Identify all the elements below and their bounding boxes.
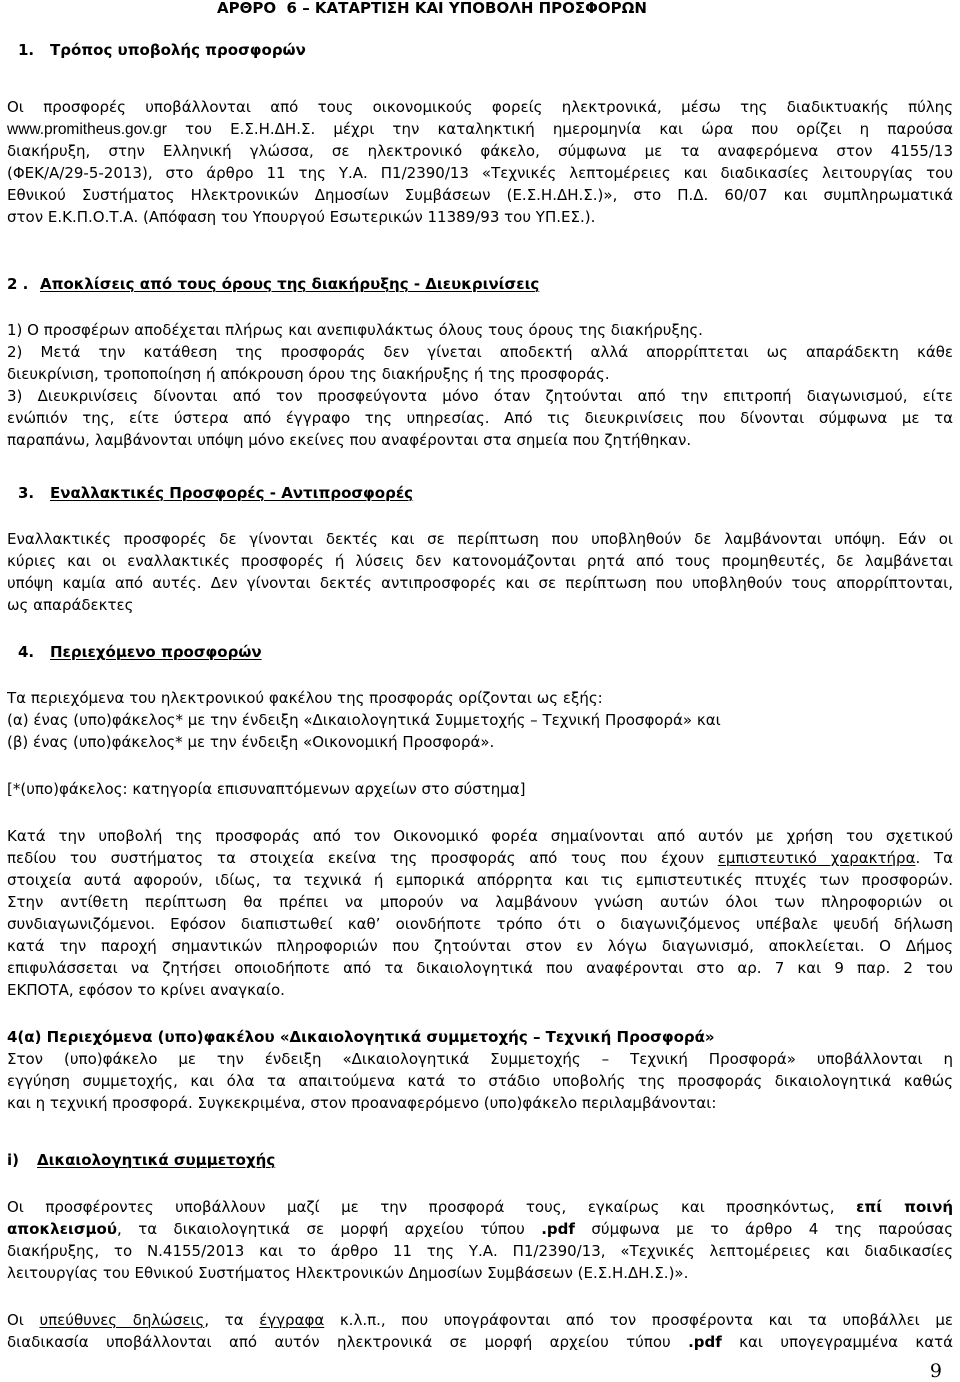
text-segment: Οι [7,1311,40,1329]
section-title: Αποκλίσεις από τους όρους της διακήρυξης - Διευκρινίσεις [40,275,540,293]
section-2-header [7,273,953,295]
paragraph-line: Εναλλακτικές προσφορές δε γίνονται δεκτές και σε περίπτωση που υποβληθούν δε λαμβάνονται υπόψη. Εάν οι [7,530,953,548]
subsection-i-header [7,1149,953,1171]
underlined-text: εμπιστευτικό χαρακτήρα [717,849,916,867]
paragraph-line: στον Ε.Κ.Π.Ο.Τ.Α. (Απόφαση του Υπουργού Εσωτερικών 11389/93 του ΥΠ.ΕΣ.). [7,208,596,226]
list-item-line: παραπάνω, λαμβάνονται υπόψη μόνο εκείνες που αναφέρονται στα σημεία που ζητήθηκαν. [7,431,692,449]
section-heading [7,39,953,61]
bold-text: .pdf [688,1333,722,1351]
paragraph-line: συνδιαγωνιζόμενοι. Εφόσον διαπιστωθεί καθ’ οιονδήποτε τρόπο ότι ο διαγωνιζόμενος υπέβαλε ψευδή δήλωση [7,915,953,933]
paragraph-line: επιφυλάσσεται να ζητήσει οποιοδήποτε από τα δικαιολογητικά που αναφέρονται στο αρ. 7 και 9 παρ. 2 του [7,959,953,977]
website-url: www.promitheus.gov.gr [7,121,167,138]
section-number: 2 . [7,275,29,293]
text-segment: σύμφωνα με το άρθρο 4 της παρούσας [574,1220,953,1238]
subsection-i-paragraph-2 [7,1309,953,1353]
paragraph-line: κύριες και οι εναλλακτικές προσφορές ή λύσεις δεν κατονομάζονται ρητά από τους προμηθευτές, δε λαμβάνεται [7,552,953,570]
paragraph-line: διακήρυξης, το Ν.4155/2013 και το άρθρο 11 της Υ.Α. Π1/2390/13, «Τεχνικές λεπτομέρειες και διαδικασίες [7,1242,953,1260]
text-segment: Οι προσφέροντες υποβάλλουν μαζί με την προσφορά τους, εγκαίρως και προσηκόντως, [7,1198,857,1216]
paragraph-line: στοιχεία αυτά αφορούν, ιδίως, τα τεχνικά ή εμπορικά απόρρητα και τις εμπιστευτικές πτυχές των προσφορών. [7,871,953,889]
section-heading [7,273,953,295]
underlined-text: υπεύθυνες δηλώσεις [39,1311,205,1329]
subsection-title: Δικαιολογητικά συμμετοχής [37,1151,276,1169]
footnote-line: [*(υπο)φάκελος: κατηγορία επισυναπτόμενων αρχείων στο σύστημα] [7,780,526,798]
paragraph-line [7,1331,953,1353]
paragraph-line: Οι προσφορές υποβάλλονται από τους οικονομικούς φορείς ηλεκτρονικά, μέσω της διαδικτυακής πύλης [7,98,953,116]
paragraph-line: λειτουργίας του Εθνικού Συστήματος Ηλεκτρονικών Δημοσίων Συμβάσεων (Ε.Σ.Η.ΔΗ.Σ.)». [7,1264,689,1282]
paragraph-line: (ΦΕΚ/Α/29-5-2013), στο άρθρο 11 της Υ.Α. Π1/2390/13 «Τεχνικές λεπτομέρειες και διαδικασίες λειτουργίας του [7,164,953,182]
section-heading [7,482,953,504]
paragraph-line: ΕΚΠΟΤΑ, εφόσον το κρίνει αναγκαίο. [7,981,285,999]
section-title: Εναλλακτικές Προσφορές - Αντιπροσφορές [50,484,414,502]
bold-text: αποκλεισμού [7,1220,117,1238]
article-header [7,0,953,16]
section-1-paragraph [7,96,953,228]
section-3-header [7,482,953,504]
paragraph-line: Κατά την υποβολή της προσφοράς από τον Οικονομικό φορέα σημαίνονται από αυτόν με χρήση του σχετικού [7,827,953,845]
bold-text: επί ποινή [856,1198,953,1216]
section-4-note [7,778,953,800]
paragraph-line [7,1309,953,1331]
paragraph-line: υπόψη καμία από αυτές. Δεν γίνονται δεκτές αντιπροσφορές και σε περίπτωση που υποβληθούν τους απορρίπτονται, [7,574,953,592]
text-segment: και υπογεγραμμένα κατά [721,1333,953,1351]
subsection-number: i) [7,1151,19,1169]
section-heading [7,641,953,663]
text-segment: , τα δικαιολογητικά σε μορφή αρχείου τύπου [116,1220,542,1238]
text-segment: κ.λ.π., που υπογράφονται από τον προσφέροντα και τα υποβάλλει με [324,1311,953,1329]
list-item-line: 3) Διευκρινίσεις δίνονται από τον προσφεύγοντα μόνο όταν ζητούνται από την επιτροπή διαγωνισμού, είτε [7,387,953,405]
section-number: 3. [18,484,35,502]
section-1-header [7,39,953,61]
list-item-line: ενώπιόν της, είτε ύστερα από έγγραφο της υπηρεσίας. Από τις διευκρινίσεις που δίνονται σύμφωνα με τα [7,409,953,427]
paragraph-line: εγγύηση συμμετοχής, και όλα τα απαιτούμενα κατά το στάδιο υποβολής της προσφοράς δικαιολογητικά καθώς [7,1072,953,1090]
text-segment: , τα [204,1311,260,1329]
section-4-paragraph [7,825,953,1001]
article-title: ΑΡΘΡΟ 6 – ΚΑΤΑΡΤΙΣΗ ΚΑΙ ΥΠΟΒΟΛΗ ΠΡΟΣΦΟΡΩΝ [217,0,647,17]
section-3-paragraph [7,528,953,616]
paragraph-line [7,118,953,140]
page-number: 9 [929,1360,942,1382]
paragraph-line [7,1196,953,1218]
subsection-heading [7,1149,953,1171]
bold-text: .pdf [541,1220,575,1238]
list-item-line: (β) ένας (υπο)φάκελος* με την ένδειξη «Οικονομική Προσφορά». [7,733,495,751]
text-segment: διαδικασία υποβάλλονται από αυτόν ηλεκτρονικά σε μορφή αρχείου τύπου [7,1333,689,1351]
paragraph-line: Στον (υπο)φάκελο με την ένδειξη «Δικαιολογητικά Συμμετοχής – Τεχνική Προσφορά» υποβάλλονται η [7,1050,953,1068]
paragraph-line: και η τεχνική προσφορά. Συγκεκριμένα, στον προαναφερόμενο (υπο)φάκελο περιλαμβάνονται: [7,1094,717,1112]
paragraph-line: κατά την παροχή σημαντικών πληροφοριών που ζητούνται στον εν λόγω διαγωνισμό, αποκλείεται. Ο Δήμος [7,937,953,955]
text-segment: . Τα [915,849,953,867]
underlined-text: έγγραφα [259,1311,325,1329]
section-title: Τρόπος υποβολής προσφορών [50,41,306,59]
section-number: 4. [18,643,35,661]
text-segment: πεδίου του συστήματος τα στοιχεία εκείνα της προσφοράς από τους που έχουν [7,849,718,867]
section-4-intro [7,687,953,753]
list-item-line: 2) Μετά την κατάθεση της προσφοράς δεν γίνεται αποδεκτή αλλά απορρίπτεται ως απαράδεκτη κάθε [7,343,953,361]
paragraph-line: ως απαράδεκτες [7,596,134,614]
paragraph-line: Τα περιεχόμενα του ηλεκτρονικού φακέλου της προσφοράς ορίζονται ως εξής: [7,689,603,707]
paragraph-line [7,1218,953,1240]
section-4-header [7,641,953,663]
paragraph-line: Εθνικού Συστήματος Ηλεκτρονικών Δημοσίων Συμβάσεων (Ε.Σ.Η.ΔΗ.Σ.)», στο Π.Δ. 60/07 και συμπληρωματικά [7,186,953,204]
list-item-line: 1) Ο προσφέρων αποδέχεται πλήρως και ανεπιφυλάκτως όλους τους όρους της διακήρυξης. [7,321,703,339]
list-item-line: (α) ένας (υπο)φάκελος* με την ένδειξη «Δικαιολογητικά Συμμετοχής – Τεχνική Προσφορά» και [7,711,721,729]
text-segment: του Ε.Σ.Η.ΔΗ.Σ. μέχρι την καταληκτική ημερομηνία και ώρα που ορίζει η παρούσα [166,120,953,138]
paragraph-line: διακήρυξη, στην Ελληνική γλώσσα, σε ηλεκτρονικό φάκελο, σύμφωνα με τα αναφερόμενα στον 4155/13 [7,142,953,160]
paragraph-line: Στην αντίθετη περίπτωση θα πρέπει να μπορούν να λαμβάνουν γνώση αυτών όλοι των πληροφοριών οι [7,893,953,911]
section-2-list [7,319,953,451]
list-item-line: διευκρίνιση, τροποποίηση ή απόκρουση όρου της διακήρυξης ή της προσφοράς. [7,365,610,383]
subsection-i-paragraph-1 [7,1196,953,1284]
section-4a [7,1026,953,1114]
section-number: 1. [18,41,35,59]
paragraph-line [7,847,953,869]
subsection-heading: 4(α) Περιεχόμενα (υπο)φακέλου «Δικαιολογητικά συμμετοχής – Τεχνική Προσφορά» [7,1028,715,1046]
section-title: Περιεχόμενο προσφορών [50,643,262,661]
